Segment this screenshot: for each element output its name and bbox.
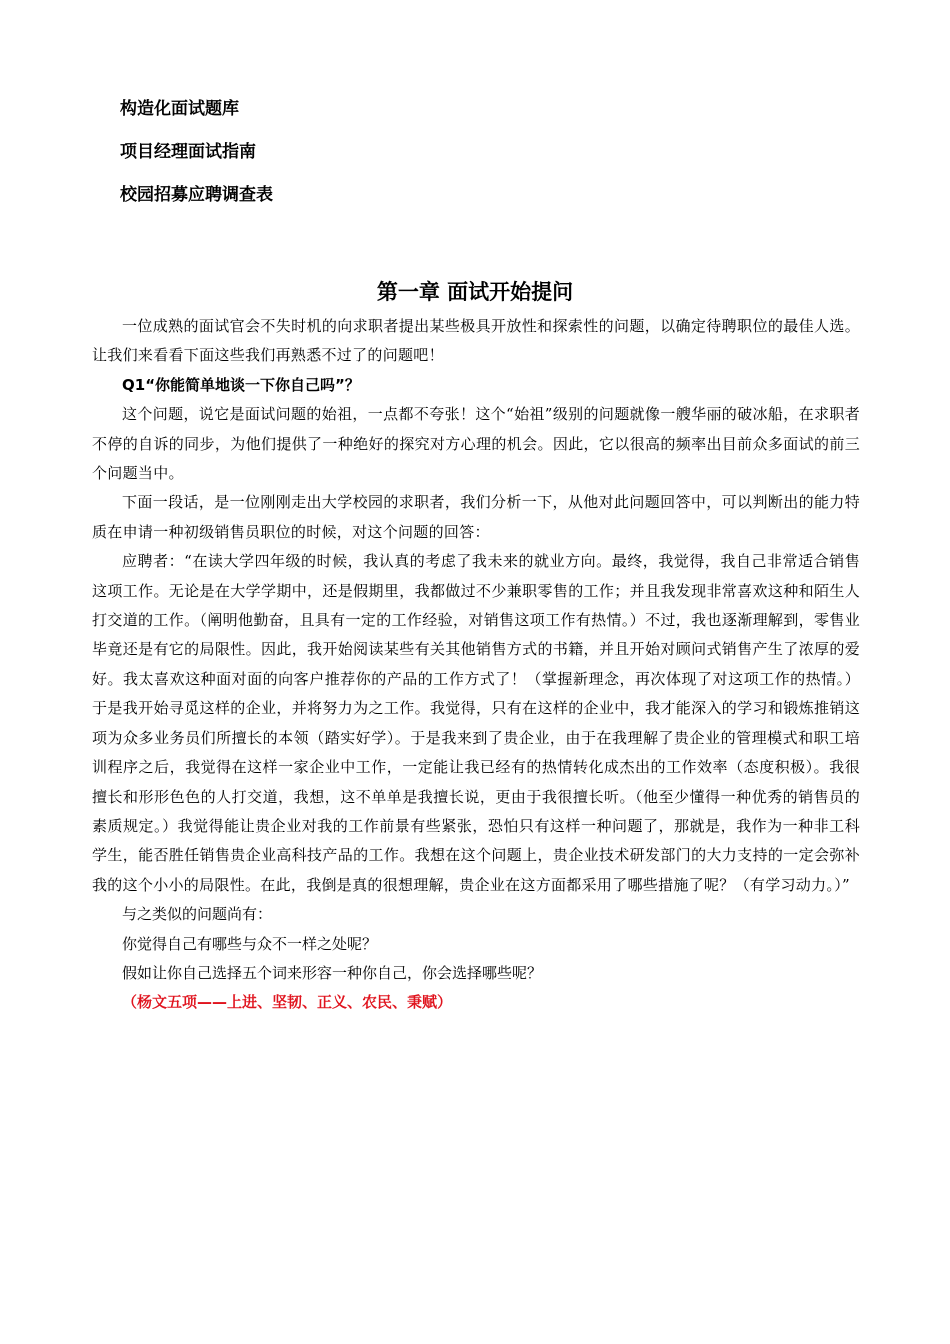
q1-paragraph-2: 下面一段话，是一位刚刚走出大学校园的求职者，我们分析一下，从他对此问题回答中，可以判断出的能力特质在申请一种初级销售员职位的时候，对这个问题的回答： (92, 493, 860, 541)
q1-paragraph-1: 这个问题，说它是面试问题的始祖，一点都不夸张！这个“始祖”级别的问题就像一艘华丽的破冰船，在求职者不停的自诉的同步，为他们提供了一种绝好的探究对方心理的机会。因此，它以很高的频率出目前众多面试的前三个问题当中。 (92, 405, 860, 483)
red-annotation: （杨文五项——上进、坚韧、正义、农民、秉赋） (122, 993, 453, 1012)
intro-paragraph: 一位成熟的面试官会不失时机的向求职者提出某些极具开放性和探索性的问题，以确定待聘职位的最佳人选。让我们来看看下面这些我们再熟悉不过了的问题吧！ (92, 317, 860, 365)
toc-item-campus-recruitment-survey[interactable]: 校园招募应聘调查表 (120, 185, 273, 205)
toc-item-structured-interview-bank[interactable]: 构造化面试题库 (120, 99, 239, 119)
chapter-body (92, 312, 860, 1018)
toc-list (120, 98, 273, 227)
toc-item-pm-interview-guide[interactable]: 项目经理面试指南 (120, 142, 256, 162)
q1-sample-answer: 应聘者：“在读大学四年级的时候，我认真的考虑了我未来的就业方向。最终，我觉得，我自己非常适合销售这项工作。无论是在大学学期中，还是假期里，我都做过不少兼职零售的工作；并且我发现非常喜欢这种和陌生人打交道的工作。（阐明他勤奋，且具有一定的工作经验，对销售这项工作有热情。）不过，我也逐渐理解到，零售业毕竟还是有它的局限性。因此，我开始阅读某些有关其他销售方式的书籍，并且开始对顾问式销售产生了浓厚的爱好。我太喜欢这种面对面的向客户推荐你的产品的工作方式了！（掌握新理念，再次体现了对这项工作的热情。）于是我开始寻觅这样的企业，并将努力为之工作。我觉得，只有在这样的企业中，我才能深入的学习和锻炼推销这项为众多业务员们所擅长的本领（踏实好学）。于是我来到了贵企业，由于在我理解了贵企业的管理模式和职工培训程序之后，我觉得在这样一家企业中工作，一定能让我已经有的热情转化成杰出的工作效率（态度积极）。我很擅长和形形色色的人打交道，我想，这不单单是我擅长说，更由于我很擅长听。（他至少懂得一种优秀的销售员的素质规定。）我觉得能让贵企业对我的工作前景有些紧张，恐怕只有这样一种问题了，那就是，我作为一种非工科学生，能否胜任销售贵企业高科技产品的工作。我想在这个问题上，贵企业技术研发部门的大力支持的一定会弥补我的这个小小的局限性。在此，我倒是真的很想理解，贵企业在这方面都采用了哪些措施了呢？（有学习动力。）” (92, 552, 860, 894)
similar-question-1: 你觉得自己有哪些与众不一样之处呢？ (122, 934, 378, 953)
chapter-title: 第一章 面试开始提问 (376, 280, 574, 304)
similar-questions-label: 与之类似的问题尚有： (122, 905, 273, 924)
q1-heading: Q1“你能简单地谈一下你自己吗”？ (122, 375, 360, 394)
similar-question-2: 假如让你自己选择五个词来形容一种你自己，你会选择哪些呢？ (122, 963, 543, 982)
